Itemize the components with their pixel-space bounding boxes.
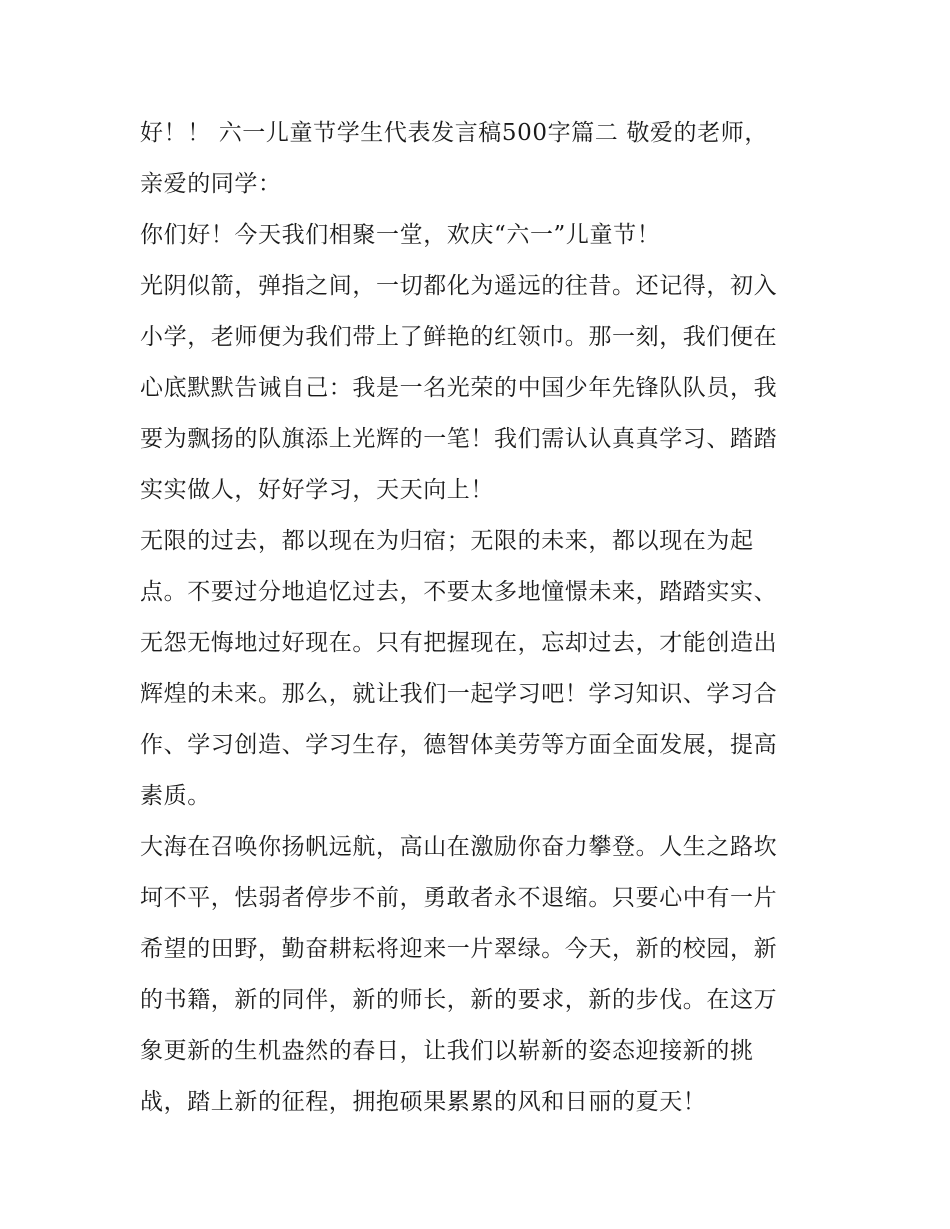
text-line: 的书籍，新的同伴，新的师长，新的要求，新的步伐。在这万 — [140, 987, 778, 1013]
text-line: 希望的田野，勤奋耕耘将迎来一片翠绿。今天，新的校园，新 — [140, 936, 778, 962]
text-line: 光阴似箭，弹指之间，一切都化为遥远的往昔。还记得，初入 — [140, 273, 778, 299]
text-line: 无怨无悔地过好现在。只有把握现在，忘却过去，才能创造出 — [140, 630, 778, 656]
text-line: 无限的过去，都以现在为归宿；无限的未来，都以现在为起 — [140, 528, 754, 554]
text-line: 辉煌的未来。那么，就让我们一起学习吧！学习知识、学习合 — [140, 681, 778, 707]
text-line: 要为飘扬的队旗添上光辉的一笔！我们需认认真真学习、踏踏 — [140, 426, 778, 452]
text-line: 实实做人，好好学习，天天向上！ — [140, 477, 494, 503]
text-line: 心底默默告诫自己：我是一名光荣的中国少年先锋队队员，我 — [140, 375, 778, 401]
text-line: 大海在召唤你扬帆远航，高山在激励你奋力攀登。人生之路坎 — [140, 834, 778, 860]
text-line: 作、学习创造、学习生存，德智体美劳等方面全面发展，提高 — [140, 732, 778, 758]
text-line: 你们好！今天我们相聚一堂，欢庆“六一”儿童节！ — [140, 222, 661, 248]
text-line: 象更新的生机盎然的春日，让我们以崭新的姿态迎接新的挑 — [140, 1038, 754, 1064]
text-line: 战，踏上新的征程，拥抱硕果累累的风和日丽的夏天！ — [140, 1089, 707, 1115]
text-line: 好！！ 六一儿童节学生代表发言稿500字篇二 敬爱的老师， — [140, 120, 768, 146]
text-line: 坷不平，怯弱者停步不前，勇敢者永不退缩。只要心中有一片 — [140, 885, 778, 911]
document-body — [140, 108, 820, 1128]
text-line: 点。不要过分地追忆过去，不要太多地憧憬未来，踏踏实实、 — [140, 579, 778, 605]
text-line: 素质。 — [140, 783, 211, 809]
text-line: 亲爱的同学： — [140, 171, 282, 197]
text-line: 小学，老师便为我们带上了鲜艳的红领巾。那一刻，我们便在 — [140, 324, 778, 350]
